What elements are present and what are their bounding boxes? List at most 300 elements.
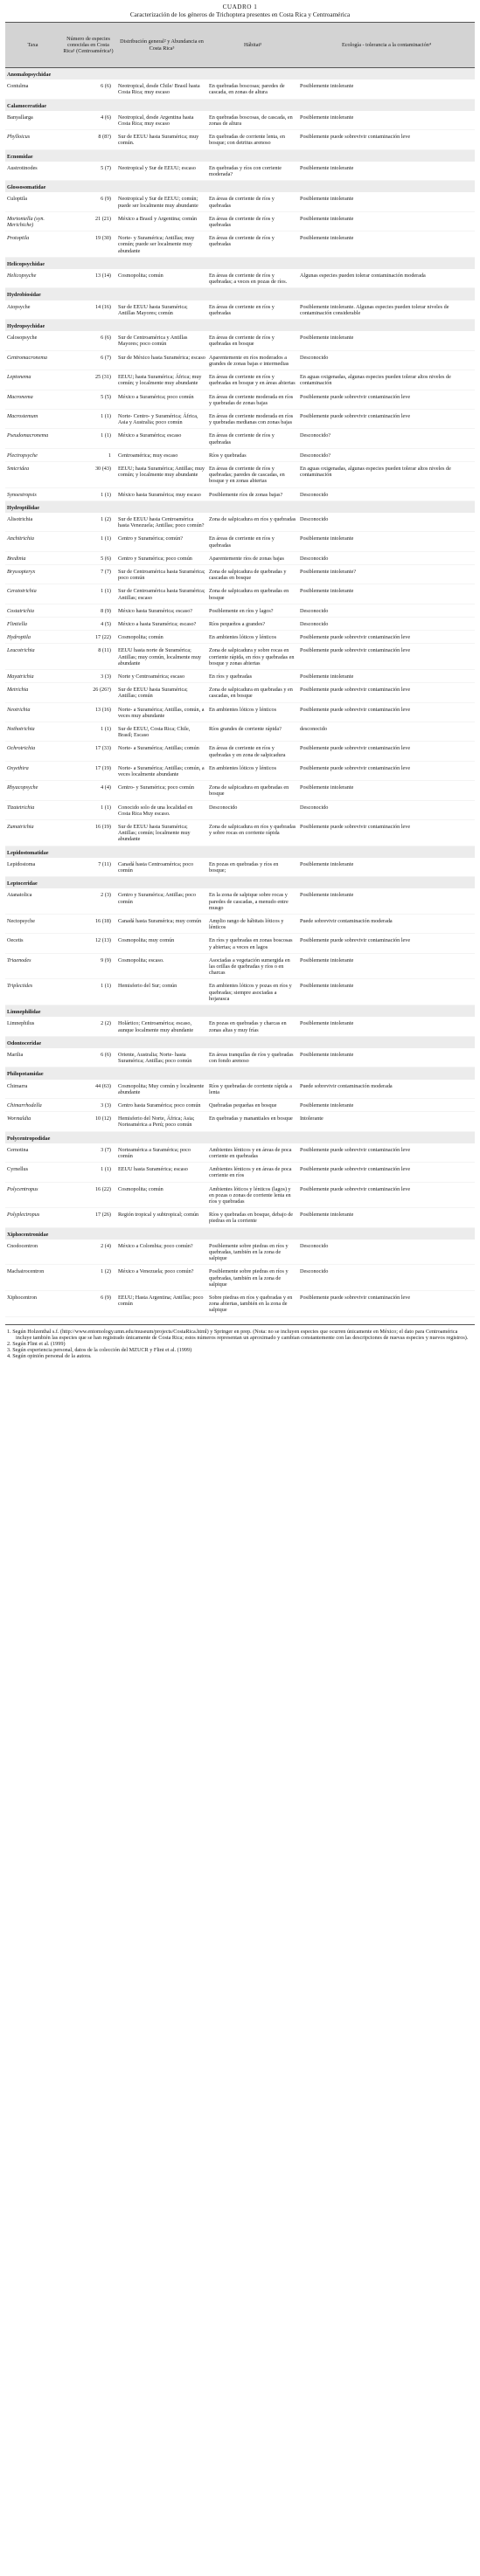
document xyxy=(5,3,475,1360)
distribution: Hemisferio del Sur; común xyxy=(116,979,207,1005)
genus-row xyxy=(5,350,475,369)
ecology: Posiblemente puede sobrevivir contaminación leve xyxy=(298,683,475,702)
species-count: 1 xyxy=(60,448,116,461)
genus-row xyxy=(5,1017,475,1036)
ecology: Posiblemente puede sobrevivir contaminación leve xyxy=(298,644,475,670)
genus-row xyxy=(5,1048,475,1067)
distribution: EEUU hasta norte de Suramérica; Antillas; muy común, localmente muy abundante xyxy=(116,644,207,670)
habitat: En quebradas boscosas; paredes de cascada, en zonas de altura xyxy=(207,79,298,99)
species-count: 4 (4) xyxy=(60,781,116,800)
genus-name: Marilia xyxy=(5,1048,60,1067)
habitat: En áreas de corriente moderada en ríos y quebradas medianas con zonas bajas xyxy=(207,409,298,428)
species-count: 13 (14) xyxy=(60,269,116,288)
family-row xyxy=(5,99,475,111)
genus-row xyxy=(5,532,475,551)
ecology: Desconocido xyxy=(298,551,475,564)
genus-name: Xiphocentron xyxy=(5,1290,60,1316)
habitat: En áreas de corriente de ríos y quebradas en bosque xyxy=(207,331,298,350)
habitat: En áreas de corriente en ríos y quebradas xyxy=(207,300,298,320)
genus-name: Cnodocentron xyxy=(5,1240,60,1265)
species-count: 13 (16) xyxy=(60,702,116,722)
header-ecology: Ecología - tolerancia a la contaminación⁴ xyxy=(298,23,475,68)
distribution: Neotropical, desde Chile/ Brasil hasta Costa Rica; muy escaso xyxy=(116,79,207,99)
family-name: Leptoceridae xyxy=(5,877,475,889)
genus-name: Wormaldia xyxy=(5,1112,60,1131)
genus-row xyxy=(5,300,475,320)
ecology: Posiblemente intolerante xyxy=(298,888,475,914)
habitat: Aparentemente en ríos moderados a grandes de zonas bajas e intermedias xyxy=(207,350,298,369)
species-count: 2 (2) xyxy=(60,1017,116,1036)
habitat: En áreas de corriente en ríos y quebradas xyxy=(207,532,298,551)
ecology: Desconocido xyxy=(298,487,475,501)
genus-row xyxy=(5,584,475,604)
habitat: Zona de salpicadura en quebradas en bosque xyxy=(207,781,298,800)
habitat: Sobre piedras en ríos y quebradas y en zona abiertas, también en la zona de salpique xyxy=(207,1290,298,1316)
ecology: Posiblemente puede sobrevivir contaminación leve xyxy=(298,1290,475,1316)
habitat: Posiblemente sobre piedras en ríos y quebradas, también en la zona de salpique xyxy=(207,1240,298,1265)
ecology: Posiblemente intolerante xyxy=(298,111,475,130)
habitat: Posiblemente en ríos y lagos? xyxy=(207,604,298,617)
ecology: Posiblemente intolerante xyxy=(298,669,475,682)
habitat: Ríos grandes de corriente rápida? xyxy=(207,722,298,742)
ecology: Desconocido xyxy=(298,1265,475,1291)
genus-name: Leucotrichia xyxy=(5,644,60,670)
genus-name: Flintiella xyxy=(5,617,60,630)
genus-name: Polycentropus xyxy=(5,1182,60,1208)
genus-row xyxy=(5,781,475,800)
distribution: México a hasta Suramérica; escaso? xyxy=(116,617,207,630)
genus-name: Cernotina xyxy=(5,1143,60,1163)
footnote-list xyxy=(5,1329,475,1360)
species-count: 5 (5) xyxy=(60,390,116,409)
genus-name: Lepidostoma xyxy=(5,858,60,877)
habitat: Amplio rango de hábitats lóticos y lénticos xyxy=(207,915,298,934)
family-name: Hydropsychidae xyxy=(5,320,475,332)
distribution: EEUU; hasta Suramérica; África; muy común; y localmente muy abundante xyxy=(116,370,207,390)
distribution: Cosmopolita; escaso. xyxy=(116,953,207,979)
ecology: En aguas oxigenadas, algunas especies pueden tolerar altos niveles de contaminación xyxy=(298,461,475,487)
species-count: 1 (1) xyxy=(60,429,116,448)
species-count: 1 (2) xyxy=(60,513,116,532)
genus-row xyxy=(5,800,475,819)
ecology: Desconocido xyxy=(298,604,475,617)
distribution: Norte y Centroamérica; escaso xyxy=(116,669,207,682)
genus-name: Costatrichia xyxy=(5,604,60,617)
ecology: Posiblemente intolerante. Algunas especies pueden tolerar niveles de contaminación considerable xyxy=(298,300,475,320)
genera-table xyxy=(5,22,475,1317)
genus-name: Zumatrichia xyxy=(5,820,60,846)
genus-name: Mayatrichia xyxy=(5,669,60,682)
genus-name: Rhyacopsyche xyxy=(5,781,60,800)
family-name: Limnephilidae xyxy=(5,1005,475,1018)
habitat: En ambientes lóticos y pozas en ríos y quebradas; siempre asociadas a hojarasca xyxy=(207,979,298,1005)
distribution: EEUU; hasta Suramérica; Antillas; muy común; y localmente muy abundante xyxy=(116,461,207,487)
genus-row xyxy=(5,1080,475,1099)
genus-name: Chimarrhodella xyxy=(5,1098,60,1111)
genus-name: Triaenodes xyxy=(5,953,60,979)
table-body xyxy=(5,68,475,1317)
species-count: 19 (30) xyxy=(60,231,116,258)
family-name: Odontoceridae xyxy=(5,1036,475,1048)
species-count: 3 (3) xyxy=(60,669,116,682)
species-count: 5 (7) xyxy=(60,162,116,181)
family-name: Lepidostomatidae xyxy=(5,846,475,858)
ecology: Posiblemente intolerante xyxy=(298,79,475,99)
habitat: Ríos y quebradas de corriente rápida a lenta xyxy=(207,1080,298,1099)
ecology: Posiblemente puede sobrevivir contaminación leve xyxy=(298,409,475,428)
ecology: Desconocido xyxy=(298,513,475,532)
ecology: Desconocido? xyxy=(298,448,475,461)
species-count: 30 (43) xyxy=(60,461,116,487)
footnotes xyxy=(5,1324,475,1360)
distribution: Centro y Suramérica; común? xyxy=(116,532,207,551)
genus-name: Alisotrichia xyxy=(5,513,60,532)
ecology: Desconocido xyxy=(298,1240,475,1265)
species-count: 8 (11) xyxy=(60,644,116,670)
genus-name: Tizatetrichia xyxy=(5,800,60,819)
header-taxa: Taxa xyxy=(5,23,60,68)
species-count: 17 (19) xyxy=(60,761,116,780)
family-row xyxy=(5,257,475,269)
habitat: En pozas en quebradas y charcas en zonas altas y muy frías xyxy=(207,1017,298,1036)
genus-name: Nothotrichia xyxy=(5,722,60,742)
genus-name: Atanatolica xyxy=(5,888,60,914)
ecology: Posiblemente intolerante xyxy=(298,231,475,258)
distribution: Norte- y Suramérica; Antillas; muy común; puede ser localmente muy abundante xyxy=(116,231,207,258)
distribution: EEUU; Hasta Argentina; Antillas; poco común xyxy=(116,1290,207,1316)
genus-row xyxy=(5,487,475,501)
distribution: Centroamérica; muy escaso xyxy=(116,448,207,461)
distribution: México a Brasil y Argentina; común xyxy=(116,211,207,231)
genus-name: Banyallarga xyxy=(5,111,60,130)
species-count: 6 (9) xyxy=(60,192,116,211)
ecology: Posiblemente puede sobrevivir contaminación leve xyxy=(298,631,475,644)
distribution: Centro y Suramérica; poco común xyxy=(116,551,207,564)
genus-row xyxy=(5,888,475,914)
species-count: 26 (26?) xyxy=(60,683,116,702)
genus-row xyxy=(5,513,475,532)
genus-name: Neotrichia xyxy=(5,702,60,722)
genus-name: Helicopsyche xyxy=(5,269,60,288)
distribution: Sur de EEUU hasta Suramérica; Antillas Mayores; común xyxy=(116,300,207,320)
genus-row xyxy=(5,1240,475,1265)
species-count: 1 (1) xyxy=(60,409,116,428)
distribution: Norteamérica a Suramérica; poco común xyxy=(116,1143,207,1163)
habitat: En áreas de corriente en ríos y quebradas en bosque y en áreas abiertas xyxy=(207,370,298,390)
habitat: Asociadas a vegetación sumergida en las orillas de quebradas y ríos o en charcas xyxy=(207,953,298,979)
genus-row xyxy=(5,130,475,149)
genus-row xyxy=(5,953,475,979)
genus-name: Anchitrichia xyxy=(5,532,60,551)
species-count: 1 (1) xyxy=(60,584,116,604)
habitat: En áreas de corriente de ríos y quebradas xyxy=(207,211,298,231)
genus-name: Contulma xyxy=(5,79,60,99)
genus-name: Ceratotrichia xyxy=(5,584,60,604)
distribution: Canadá hasta Suramérica; muy común xyxy=(116,915,207,934)
genus-row xyxy=(5,683,475,702)
habitat: Zona de salpicadura en quebradas en bosque xyxy=(207,584,298,604)
habitat: En áreas tranquilas de ríos y quebradas con fondo arenoso xyxy=(207,1048,298,1067)
genus-row xyxy=(5,390,475,409)
ecology: Desconocido xyxy=(298,617,475,630)
family-row xyxy=(5,181,475,193)
distribution: Centro y Suramérica; Antillas; poco común xyxy=(116,888,207,914)
distribution: México a Suramérica; escaso xyxy=(116,429,207,448)
habitat: Aparentemente ríos de zonas bajas xyxy=(207,551,298,564)
genus-name: Leptonema xyxy=(5,370,60,390)
distribution: Región tropical y subtropical; común xyxy=(116,1208,207,1227)
species-count: 25 (31) xyxy=(60,370,116,390)
species-count: 9 (9) xyxy=(60,953,116,979)
ecology: Posiblemente intolerante xyxy=(298,1098,475,1111)
genus-name: Polyplectropus xyxy=(5,1208,60,1227)
species-count: 17 (33) xyxy=(60,742,116,761)
genus-row xyxy=(5,551,475,564)
species-count: 3 (7) xyxy=(60,1143,116,1163)
genus-row xyxy=(5,820,475,846)
genus-row xyxy=(5,604,475,617)
habitat: En áreas de corriente de ríos y quebradas; paredes de cascadas, en bosque y en zonas abiertas xyxy=(207,461,298,487)
genus-name: Oecetis xyxy=(5,934,60,953)
habitat: Posiblemente sobre piedras en ríos y quebradas, también en la zona de salpique xyxy=(207,1265,298,1291)
distribution: México a Venezuela; poco común? xyxy=(116,1265,207,1291)
distribution: Sur de Centroamérica hasta Suramérica; poco común xyxy=(116,564,207,584)
distribution: Canadá hasta Centroamérica; poco común xyxy=(116,858,207,877)
genus-row xyxy=(5,429,475,448)
species-count: 21 (21) xyxy=(60,211,116,231)
habitat: Ríos y quebradas xyxy=(207,448,298,461)
family-name: Hydrobiosidae xyxy=(5,288,475,300)
genus-row xyxy=(5,915,475,934)
habitat: Ambientes lóticos y lénticos (lagos) y en pozas o zonas de corriente lenta en ríos y quebradas xyxy=(207,1182,298,1208)
table-header-row xyxy=(5,23,475,68)
genus-name: Cyrnellus xyxy=(5,1163,60,1182)
species-count: 8 (8?) xyxy=(60,130,116,149)
ecology: Puede sobrevivir contaminación moderada xyxy=(298,915,475,934)
genus-name: Phylloicus xyxy=(5,130,60,149)
genus-name: Machairocentron xyxy=(5,1265,60,1291)
family-row xyxy=(5,877,475,889)
species-count: 4 (5) xyxy=(60,617,116,630)
distribution: Sur de Centroamérica y Antillas Mayores; poco común xyxy=(116,331,207,350)
family-row xyxy=(5,149,475,162)
distribution: Sur de EEUU hasta Centroamérica hasta Venezuela; Antillas; poco común? xyxy=(116,513,207,532)
habitat: En áreas de corriente moderada en ríos y quebradas de zonas bajas xyxy=(207,390,298,409)
ecology: Posiblemente puede sobrevivir contaminación leve xyxy=(298,761,475,780)
habitat: En ambientes lóticos y lénticos xyxy=(207,761,298,780)
family-row xyxy=(5,288,475,300)
family-name: Anomalopsychidae xyxy=(5,68,475,80)
habitat: Zona de salpicadura en ríos y quebradas xyxy=(207,513,298,532)
genus-name: Bredinia xyxy=(5,551,60,564)
species-count: 7 (11) xyxy=(60,858,116,877)
species-count: 6 (6) xyxy=(60,79,116,99)
distribution: Sur de México hasta Suramérica; escaso xyxy=(116,350,207,369)
genus-name: Ochrotrichia xyxy=(5,742,60,761)
species-count: 1 (1) xyxy=(60,532,116,551)
genus-row xyxy=(5,631,475,644)
family-name: Glossosomatidae xyxy=(5,181,475,193)
habitat: En ambientes lóticos y lénticos xyxy=(207,631,298,644)
habitat: En quebradas de corriente lenta, en bosque; con detritus arenoso xyxy=(207,130,298,149)
ecology: En aguas oxigenadas, algunas especies pueden tolerar altos niveles de contaminación xyxy=(298,370,475,390)
habitat: En áreas de corriente en ríos y quebradas y en zona de salpicadura xyxy=(207,742,298,761)
ecology: Desconocido xyxy=(298,800,475,819)
genus-name: Chimarra xyxy=(5,1080,60,1099)
distribution: Conocido solo de una localidad en Costa Rica Muy escaso. xyxy=(116,800,207,819)
genus-row xyxy=(5,1290,475,1316)
ecology: Posiblemente puede sobrevivir contaminación leve xyxy=(298,390,475,409)
family-row xyxy=(5,846,475,858)
ecology: Posiblemente puede sobrevivir contaminación leve xyxy=(298,130,475,149)
genus-name: Protoptila xyxy=(5,231,60,258)
habitat: En pozas en quebradas y ríos en bosque; xyxy=(207,858,298,877)
genus-row xyxy=(5,331,475,350)
habitat: En quebradas boscosas, de cascada, en zonas de altura xyxy=(207,111,298,130)
distribution: Sur de EEUU, Costa Rica; Chile, Brasil; Escaso xyxy=(116,722,207,742)
family-name: Philopotamidae xyxy=(5,1067,475,1080)
genus-row xyxy=(5,564,475,584)
footnote: 4. Según opinión personal de la autora. xyxy=(7,1353,92,1360)
ecology: Posiblemente intolerante xyxy=(298,331,475,350)
family-row xyxy=(5,1227,475,1240)
habitat: Desconocido xyxy=(207,800,298,819)
ecology: Intolerante xyxy=(298,1112,475,1131)
distribution: Neotropical y Sur de EEUU; común; puede ser localmente muy abundante xyxy=(116,192,207,211)
distribution: Hemisferio del Norte, África; Asia; Norteamérica a Perú; poco común xyxy=(116,1112,207,1131)
genus-name: Austrotinodes xyxy=(5,162,60,181)
distribution: México hasta Suramérica; muy escaso xyxy=(116,487,207,501)
species-count: 10 (12) xyxy=(60,1112,116,1131)
table-number: CUADRO 1 xyxy=(222,3,258,10)
habitat: En áreas de corriente de ríos y quebradas xyxy=(207,231,298,258)
genus-row xyxy=(5,111,475,130)
genus-name: Synoestropsis xyxy=(5,487,60,501)
family-name: Helicopsychidae xyxy=(5,257,475,269)
family-row xyxy=(5,68,475,80)
family-row xyxy=(5,1005,475,1018)
family-name: Xiphocentronidae xyxy=(5,1227,475,1240)
table-caption xyxy=(5,3,475,19)
species-count: 16 (22) xyxy=(60,1182,116,1208)
genus-name: Limnephilus xyxy=(5,1017,60,1036)
habitat: Zona de salpicadura y sobre rocas en corriente rápida, en ríos y quebradas en bosque y zonas abiertas xyxy=(207,644,298,670)
genus-name: Centromacronema xyxy=(5,350,60,369)
genus-row xyxy=(5,211,475,231)
distribution: Sur de EEUU hasta Suramérica; Antillas; común; localmente muy abundante xyxy=(116,820,207,846)
habitat: En áreas de corriente de ríos y quebradas; a veces en pozas de ríos. xyxy=(207,269,298,288)
species-count: 12 (13) xyxy=(60,934,116,953)
species-count: 17 (22) xyxy=(60,631,116,644)
genus-row xyxy=(5,858,475,877)
ecology: Algunas especies pueden tolerar contaminación moderada xyxy=(298,269,475,288)
distribution: Cosmopolita; común xyxy=(116,631,207,644)
genus-name: Culoptila xyxy=(5,192,60,211)
ecology: Posiblemente puede sobrevivir contaminación leve xyxy=(298,1143,475,1163)
family-name: Ecnomidae xyxy=(5,149,475,162)
species-count: 1 (1) xyxy=(60,722,116,742)
header-habitat: Hábitat³ xyxy=(207,23,298,68)
distribution: Cosmopolita; Muy común y localmente abundante xyxy=(116,1080,207,1099)
ecology: Posiblemente intolerante xyxy=(298,953,475,979)
family-row xyxy=(5,320,475,332)
distribution: Sur de EEUU hasta Suramérica; Antillas; común xyxy=(116,683,207,702)
distribution: Neotropical y Sur de EEUU; escaso xyxy=(116,162,207,181)
genus-row xyxy=(5,722,475,742)
ecology: Posiblemente intolerante xyxy=(298,979,475,1005)
distribution: Cosmopolita; común xyxy=(116,1182,207,1208)
family-row xyxy=(5,1131,475,1143)
species-count: 3 (3) xyxy=(60,1098,116,1111)
ecology: Desconocido? xyxy=(298,429,475,448)
genus-row xyxy=(5,1143,475,1163)
family-name: Hydroptilidae xyxy=(5,501,475,513)
genus-row xyxy=(5,979,475,1005)
distribution: Sur de Centroamérica hasta Suramérica; Antillas; escaso xyxy=(116,584,207,604)
genus-row xyxy=(5,702,475,722)
species-count: 44 (63) xyxy=(60,1080,116,1099)
genus-row xyxy=(5,617,475,630)
ecology: Posiblemente intolerante? xyxy=(298,564,475,584)
genus-name: Mortoniella (syn. Merichiche) xyxy=(5,211,60,231)
ecology: Posiblemente intolerante xyxy=(298,211,475,231)
ecology: Posiblemente intolerante xyxy=(298,1048,475,1067)
genus-row xyxy=(5,669,475,682)
species-count: 14 (16) xyxy=(60,300,116,320)
habitat: En ríos y quebradas en zonas boscosas y abiertas; a veces en lagos xyxy=(207,934,298,953)
ecology: Posiblemente puede sobrevivir contaminación leve xyxy=(298,1163,475,1182)
genus-name: Triplectides xyxy=(5,979,60,1005)
distribution: Norte- Centro- y Suramérica; África, Asia y Australia; poco común xyxy=(116,409,207,428)
genus-name: Smicridea xyxy=(5,461,60,487)
species-count: 16 (19) xyxy=(60,820,116,846)
ecology: Posiblemente intolerante xyxy=(298,192,475,211)
distribution: Norte- a Suramérica; Antillas; común, a veces localmente abundante xyxy=(116,761,207,780)
species-count: 7 (7) xyxy=(60,564,116,584)
distribution: Centro- y Suramérica; poco común xyxy=(116,781,207,800)
species-count: 2 (4) xyxy=(60,1240,116,1265)
genus-name: Macrostemum xyxy=(5,409,60,428)
genus-row xyxy=(5,934,475,953)
genus-row xyxy=(5,1182,475,1208)
ecology: Posiblemente intolerante xyxy=(298,781,475,800)
habitat: En áreas de corriente de ríos y quebradas xyxy=(207,429,298,448)
genus-row xyxy=(5,269,475,288)
ecology: Posiblemente puede sobrevivir contaminación leve xyxy=(298,702,475,722)
ecology: Posiblemente intolerante xyxy=(298,162,475,181)
table-title: Caracterización de los géneros de Trichoptera presentes en Costa Rica y Centroamérica xyxy=(129,11,351,18)
distribution: Sur de EEUU hasta Suramérica; muy común. xyxy=(116,130,207,149)
genus-row xyxy=(5,461,475,487)
family-row xyxy=(5,1036,475,1048)
species-count: 1 (1) xyxy=(60,1163,116,1182)
genus-row xyxy=(5,1098,475,1111)
genus-name: Bryssopteryx xyxy=(5,564,60,584)
habitat: Ambientes lénticos y en áreas de poca corriente en quebradas xyxy=(207,1143,298,1163)
genus-row xyxy=(5,1265,475,1291)
genus-name: Pseudomacronema xyxy=(5,429,60,448)
footnote: 2. Según Flint et al. (1999) xyxy=(7,1341,66,1347)
genus-row xyxy=(5,448,475,461)
habitat: Ambientes lénticos y en áreas de poca corriente en ríos xyxy=(207,1163,298,1182)
species-count: 1 (1) xyxy=(60,487,116,501)
distribution: Oriente, Australia; Norte- hasta Suramérica; Antillas; poco común xyxy=(116,1048,207,1067)
habitat: En quebradas y ríos con corriente moderada? xyxy=(207,162,298,181)
genus-row xyxy=(5,644,475,670)
ecology: Puede sobrevivir contaminación moderada xyxy=(298,1080,475,1099)
genus-name: Macronema xyxy=(5,390,60,409)
distribution: México a Colombia; poco común? xyxy=(116,1240,207,1265)
